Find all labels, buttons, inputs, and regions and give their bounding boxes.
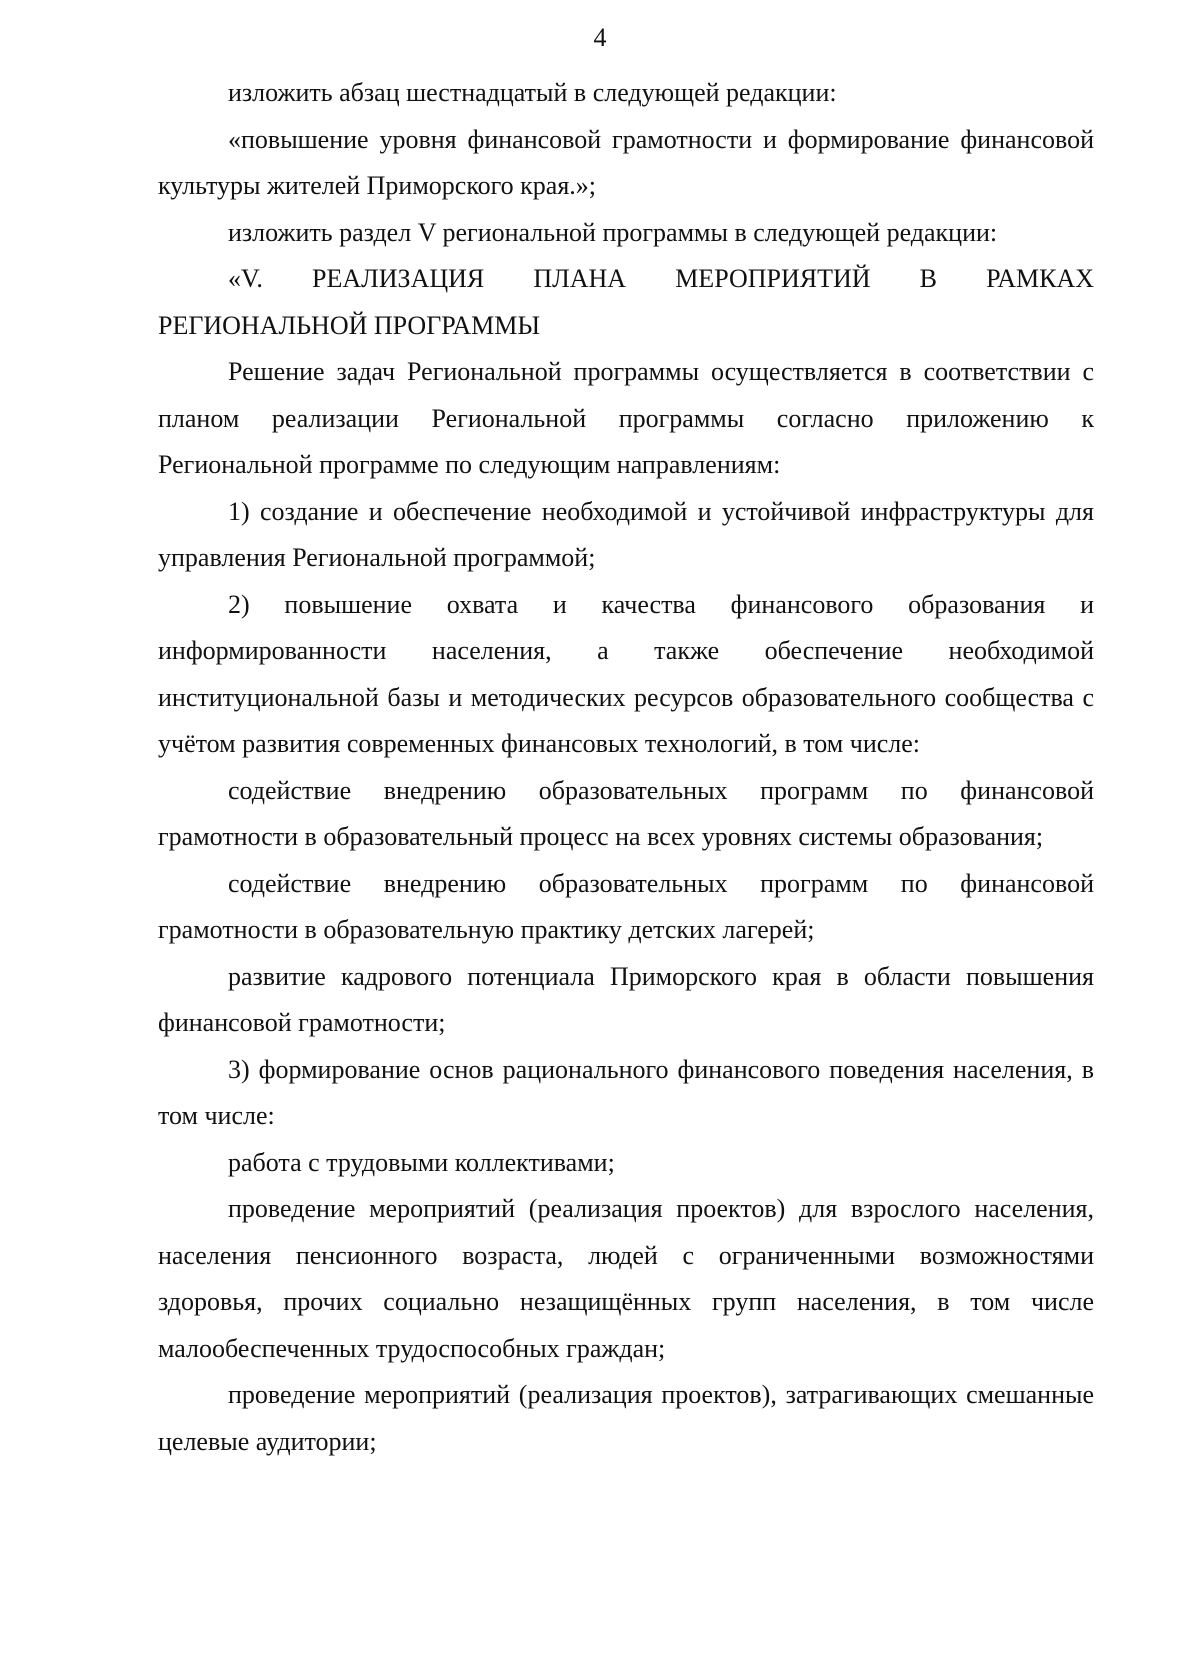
document-body	[158, 70, 1094, 1465]
paragraph: работа с трудовыми коллективами;	[228, 1147, 615, 1177]
paragraph: изложить абзац шестнадцатый в следующей редакции:	[228, 78, 837, 107]
paragraph: проведение мероприятий (реализация проектов), затрагивающих смешанные целевые аудитории;	[158, 1380, 1094, 1456]
list-item: 1) создание и обеспечение необходимой и устойчивой инфраструктуры для управления Региональной программой;	[158, 496, 1094, 572]
paragraph: «повышение уровня финансовой грамотности и формирование финансовой культуры жителей Приморского края.»;	[158, 124, 1094, 200]
list-item: 3) формирование основ рационального финансового поведения населения, в том числе:	[158, 1054, 1094, 1130]
paragraph: развитие кадрового потенциала Приморского края в области повышения финансовой грамотности;	[158, 961, 1094, 1037]
paragraph: проведение мероприятий (реализация проектов) для взрослого населения, населения пенсионного возраста, людей с ограниченными возможностями здоровья, прочих социально незащищённых групп населения, в том числе малообеспеченных трудоспособных граждан;	[158, 1194, 1094, 1363]
paragraph: содействие внедрению образовательных программ по финансовой грамотности в образовательный процесс на всех уровнях системы образования;	[158, 775, 1094, 851]
paragraph: Решение задач Региональной программы осуществляется в соответствии с планом реализации Региональной программы согласно приложению к Региональной программе по следующим направлениям:	[158, 357, 1094, 479]
section-heading: «V. РЕАЛИЗАЦИЯ ПЛАНА МЕРОПРИЯТИЙ В РАМКАХ РЕГИОНАЛЬНОЙ ПРОГРАММЫ	[158, 264, 1094, 340]
paragraph: содействие внедрению образовательных программ по финансовой грамотности в образовательную практику детских лагерей;	[158, 868, 1094, 944]
list-item: 2) повышение охвата и качества финансового образования и информированности населения, а также обеспечение необходимой институциональной базы и методических ресурсов образовательного сообщества с учётом развития современных финансовых технологий, в том числе:	[158, 589, 1094, 758]
paragraph: изложить раздел V региональной программы в следующей редакции:	[228, 217, 998, 247]
page-number: 4	[593, 23, 607, 52]
